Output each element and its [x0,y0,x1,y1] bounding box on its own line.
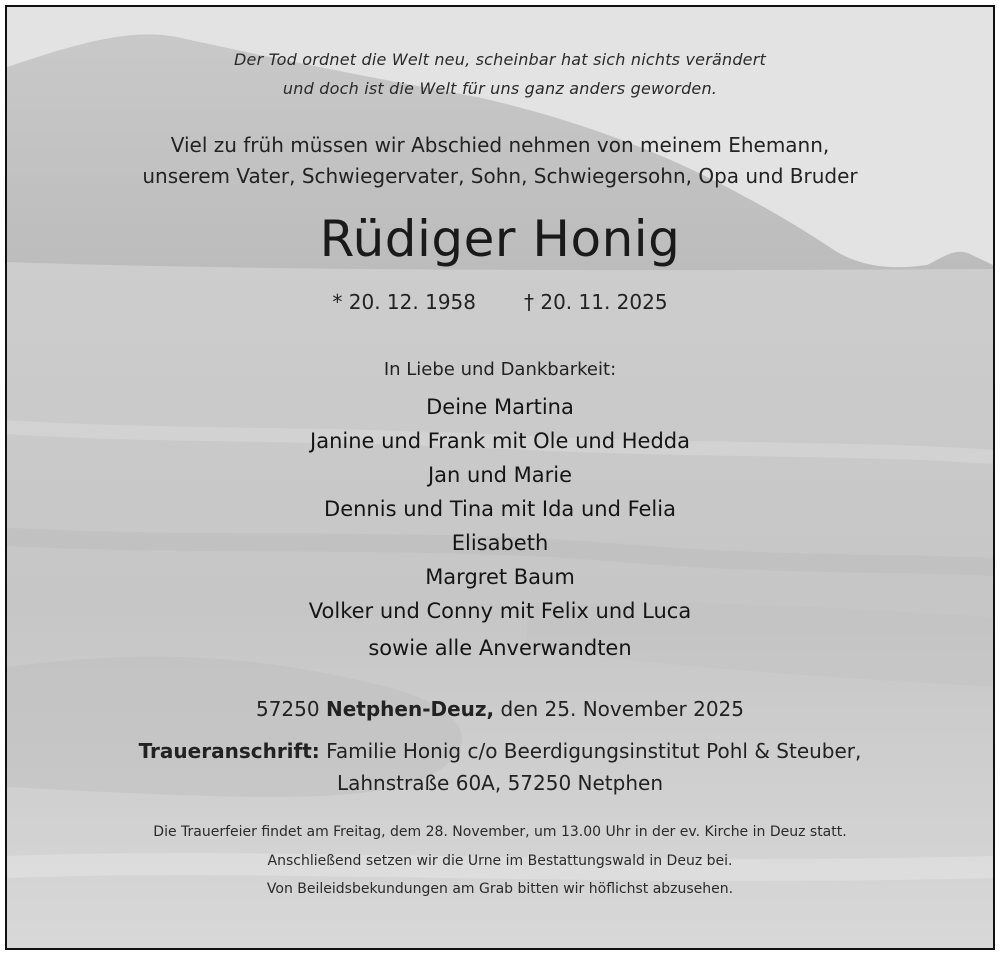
note-line-1: Die Trauerfeier findet am Freitag, dem 28. November, um 13.00 Uhr in der ev. Kirche in Deuz statt. [153,824,847,840]
quote-line-1: Der Tod ordnet die Welt neu, scheinbar hat sich nichts verändert [234,50,766,69]
place-date-line [7,697,993,721]
gratitude-line: In Liebe und Dankbarkeit: [383,359,617,380]
mourning-address-label: Traueranschrift: [138,739,320,763]
deceased-name: Rüdiger Honig [319,210,681,268]
town: Netphen-Deuz, [325,697,495,721]
mourning-address-line-1 [7,739,993,763]
mourner-1: Deine Martina [426,395,574,419]
mourner-7: Volker und Conny mit Felix und Luca [308,599,692,623]
mourner-6: Margret Baum [425,565,575,589]
mourner-4: Dennis und Tina mit Ida und Felia [324,497,676,521]
birth-date: * 20. 12. 1958 [332,290,476,314]
notice-date: den 25. November 2025 [500,697,744,721]
intro-line-2: unserem Vater, Schwiegervater, Sohn, Schwiegersohn, Opa und Bruder [142,164,858,188]
mourner-3: Jan und Marie [427,463,573,487]
mourner-2: Janine und Frank mit Ole und Hedda [310,429,690,453]
note-line-3: Von Beileidsbekundungen am Grab bitten wir höflichst abzusehen. [266,881,734,897]
notice-content [7,7,993,948]
mourning-address-line-2: Lahnstraße 60A, 57250 Netphen [336,771,664,795]
mourner-8: sowie alle Anverwandten [368,636,632,660]
obituary-notice [5,5,995,950]
note-line-2: Anschließend setzen wir die Urne im Bestattungswald in Deuz bei. [267,853,733,869]
postcode: 57250 [255,697,320,721]
intro-line-1: Viel zu früh müssen wir Abschied nehmen von meinem Ehemann, [170,133,830,157]
life-dates [7,290,993,314]
quote-line-2: und doch ist die Welt für uns ganz anders geworden. [282,79,718,98]
mourner-5: Elisabeth [451,531,549,555]
death-date: † 20. 11. 2025 [524,290,668,314]
mourning-address-text-1: Familie Honig c/o Beerdigungsinstitut Pohl & Steuber, [326,739,862,763]
